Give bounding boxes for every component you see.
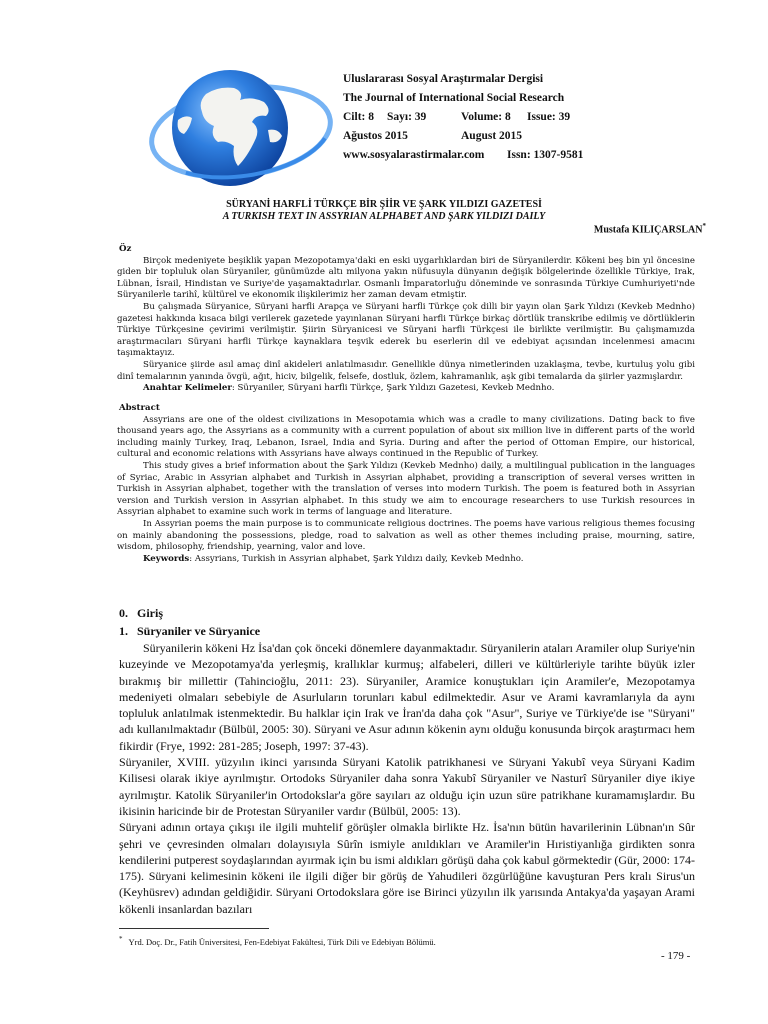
- abstract-heading: Abstract: [119, 403, 160, 413]
- oz-heading: Öz: [119, 244, 132, 254]
- journal-name-en: The Journal of International Social Research: [343, 92, 565, 104]
- abstract-paragraph: In Assyrian poems the main purpose is to communicate religious doctrines. The poems have various religious themes focusing on mainly abandoning the possessions, pledge, road to salvation as well as other themes including praise, mourning, satire, wisdom, philosophy, friendship, yearning, valor and love.: [117, 518, 695, 553]
- oz-paragraph: Bu çalışmada Süryanice, Süryani harfli Arapça ve Süryani harfli Türkçe çok dilli bir yayın olan Şark Yıldızı (Kevkeb Mednho) gazetesi hakkında kısaca bilgi verilerek gazetede yayınlanan Süryani harfli Türkçe birkaç dörtlük transkribe edilmiş ve dörtlüklerin Türkiye Türkçesine çevirimi verilmiştir. Şiirin Süryanicesi ve Süryani harfli Türkçesi ile birlikte verilmiştir. Bu çalışmamızda araştırmacıları Süryani harfli Türkçe kaynaklara teşvik ederek bu eserlerin dil ve edebiyat açısından incelenmesi amacını taşımaktayız.: [117, 301, 695, 359]
- volume-en: Volume: 8: [461, 111, 511, 123]
- date-en: August 2015: [461, 130, 523, 142]
- oz-paragraph: Birçok medeniyete beşiklik yapan Mezopotamya'daki en eski uygarlıklardan biri de Süryanilerdir. Kökeni beş bin yıl öncesine giden bir topluluk olan Süryaniler, günümüzde altı milyona yakın nüfusuyla dünyanın değişik bölgelerinde özellikle Türkiye, Irak, Lübnan, İsrail, Hindistan ve Suriye'de yaşamaktadırlar. Osmanlı İmparatorluğu döneminde ve sonrasında Türkiye Cumhuriyeti'nde Süryanilerle tarihî, kültürel ve ekonomik ilişkilerimiz her zaman devam etmiştir.: [117, 255, 695, 301]
- article-titles: [0, 199, 768, 223]
- body-text: [119, 640, 695, 917]
- abstract-keywords: [117, 554, 695, 566]
- author-footnote-mark: *: [702, 222, 706, 230]
- article-title-tr: SÜRYANİ HARFLİ TÜRKÇE BİR ŞİİR VE ŞARK YILDIZI GAZETESİ: [226, 199, 542, 210]
- body-paragraph: Süryanilerin kökeni Hz İsa'dan çok önceki dönemlere dayanmaktadır. Süryanilerin ataları Aramiler olup Suriye'nin kuzeyinde ve Mezopotamya'da yerleşmiş, krallıklar kurmuş; alfabeleri, dilleri ve kültürleriyle tarihte büyük izler bırakmış bir millettir (Tahincioğlu, 2011: 23). Süryaniler, Aramice konuştukları için Aramiler'e, Mezopotamya medeniyeti olmaları sebebiyle de Asurluların torunları kabul edilmektedir. Asur ve Arami kavramlarıyla da aynı topluluk anlatılmak istenmektedir. Bu halklar için Irak ve İran'da daha çok "Asur", Suriye ve Türkiye'de ise "Süryani" adı kullanılmaktadır (Bülbül, 2005: 30). Süryani ve Asur adının kökenin aynı olduğu konusunda birçok araştırmacı hem fikirdir (Frye, 1992: 281-285; Joseph, 1997: 37-43).: [119, 641, 695, 753]
- journal-name-tr: Uluslararası Sosyal Araştırmalar Dergisi: [343, 73, 544, 85]
- globe-logo-icon: [148, 66, 334, 194]
- body-paragraph: Süryani adının ortaya çıkışı ile ilgili muhtelif görüşler olmakla birlikte Hz. İsa'nın bütün havarilerinin Lübnan'ın Sûr şehri ve çevresinden olmaları dolayısıyla Sûrîn ismiyle anıldıkları ve Aramiler'in Hıristiyanlığa girdikten sonra kendilerini putperest soydaşlarından ayırmak için bu ismi aldıkları görüşü daha çok kabul görmektedir (Gür, 2000: 174-175). Süryani kelimesinin kökeni ile ilgili diğer bir görüş de Yahudileri özgürlüğüne kavuşturan Pers kralı Sirus'un (Keyhüsrev) adından geldiğidir. Süryani Ortodokslara göre ise Birinci yüzyılın ilk yarısında Antakya'da yaşayan Arami kökenli insanlardan bazıları: [119, 820, 695, 916]
- article-title-en: A TURKISH TEXT IN ASSYRIAN ALPHABET AND ŞARK YILDIZI DAILY: [222, 211, 546, 222]
- author-name: Mustafa KILIÇARSLAN*: [593, 222, 706, 236]
- abstract-section: [117, 403, 695, 565]
- date-tr: Ağustos 2015: [343, 130, 408, 142]
- abstract-paragraph: This study gives a brief information about the Şark Yıldızı (Kevkeb Mednho) daily, a multilingual publication in the languages of Syriac, Arabic in Assyrian alphabet and Turkish in Assyrian alphabet, providing a transcription of several verses written in Turkish in Assyrian alphabet, together with the translation of verses into modern Turkish. The poem is featured both in Assyrian version and Turkish version in Assyrian alphabet. In this study we aim to encourage researchers to use Turkish resources in Assyrian alphabet to examine such work in terms of language and literature.: [117, 460, 695, 518]
- journal-issn: Issn: 1307-9581: [507, 149, 584, 161]
- footnote: [119, 935, 436, 947]
- abstract-paragraph: Assyrians are one of the oldest civilizations in Mesopotamia which was a cradle to many civilizations. Dating back to five thousand years ago, the Assyrians as a community with a current population of about six million live in different parts of the world including mainly Turkey, Iraq, Lebanon, Israel, India and Syria. During and after the period of Ottoman Empire, our historical, cultural and economic relations with Assyrians have always continued in the Republic of Turkey.: [117, 414, 695, 460]
- page-number: - 179 -: [661, 950, 691, 962]
- oz-keywords: [117, 383, 695, 395]
- footnote-mark: *: [119, 935, 123, 943]
- section-heading-assyrians: 1. Süryaniler ve Süryanice: [119, 624, 261, 638]
- issue-en: Issue: 39: [527, 111, 571, 123]
- footnote-divider: [119, 928, 269, 929]
- volume-tr: Cilt: 8: [343, 111, 374, 123]
- oz-keywords-label: Anahtar Kelimeler: [143, 383, 232, 394]
- section-heading-intro: 0. Giriş: [119, 606, 163, 620]
- abstract-keywords-text: : Assyrians, Turkish in Assyrian alphabet, Şark Yıldızı daily, Kevkeb Mednho.: [189, 553, 524, 564]
- journal-website[interactable]: www.sosyalarastirmalar.com: [343, 149, 485, 161]
- footnote-text: Yrd. Doç. Dr., Fatih Üniversitesi, Fen-Edebiyat Fakültesi, Türk Dili ve Edebiyatı Bölümü.: [128, 936, 436, 947]
- abstract-keywords-label: Keywords: [143, 553, 190, 564]
- journal-header: [343, 70, 743, 165]
- issue-tr: Sayı: 39: [387, 111, 427, 123]
- oz-section: [117, 244, 695, 395]
- body-paragraph: Süryaniler, XVIII. yüzyılın ikinci yarısında Süryani Katolik patrikhanesi ve Süryani Yakubî veya Süryani Kadim Kilisesi olarak ikiye ayrılmıştır. Ortodoks Süryaniler daha sonra Yakubî Süryaniler ve Nasturî Süryaniler diye ikiye ayrılmıştır. Katolik Süryaniler'in Ortodokslar'a göre sayıları az olduğu için uzun süre patrikhane kuramamışlardır. Bu ikisinin haricinde bir de Protestan Süryaniler vardır (Bülbül, 2005: 13).: [119, 755, 695, 818]
- oz-paragraph: Süryanice şiirde asıl amaç dinî akideleri anlatılmasıdır. Genellikle dünya nimetlerinden uzaklaşma, tevbe, kurtuluş yolu gibi dinî temalarının yanında övgü, ağıt, hiciv, bilgelik, felsefe, dostluk, özlem, kahramanlık, aşk gibi temalarda da şiirler yazmışlardır.: [117, 359, 695, 382]
- oz-keywords-text: : Süryaniler, Süryani harfli Türkçe, Şark Yıldızı Gazetesi, Kevkeb Mednho.: [231, 383, 555, 394]
